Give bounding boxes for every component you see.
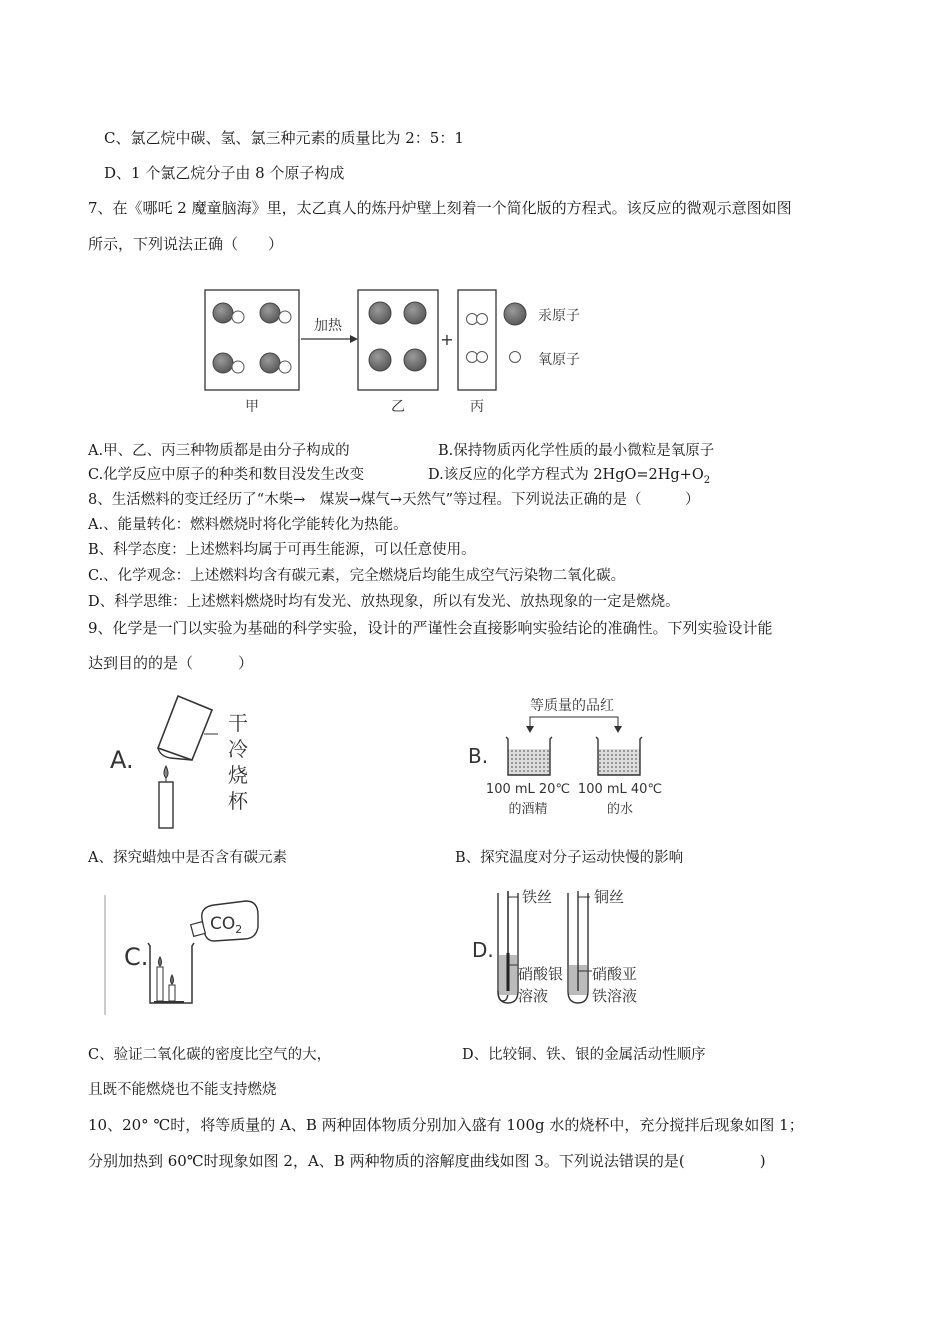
q7-option-a: A.甲、乙、丙三种物质都是由分子构成的 <box>88 443 350 459</box>
q8-option-a: A.、能量转化：燃料燃烧时将化学能转化为热能。 <box>88 517 408 533</box>
figure-b-top-label: 等质量的品红 <box>530 698 614 714</box>
q9-caption-c: C、验证二氧化碳的密度比空气的大， <box>88 1047 332 1063</box>
legend-hg-label: 汞原子 <box>538 308 580 324</box>
hg-atom <box>404 349 426 371</box>
q8-option-c: C.、化学观念：上述燃料均含有碳元素，完全燃烧后均能生成空气污染物二氧化碳。 <box>88 568 626 584</box>
figure-d-wire-right: 铜丝 <box>594 888 625 906</box>
q7-stem-line-1: 7、在《哪吒 2 魔童脑海》里，太乙真人的炼丹炉壁上刻着一个简化版的方程式。该反应的微观示意图如图 <box>88 199 792 217</box>
test-tube-right-icon <box>568 891 592 1003</box>
q8-option-d: D、科学思维：上述燃料燃烧时均有发光、放热现象，所以有发光、放热现象的一定是燃烧。 <box>88 594 680 610</box>
q7-option-d: D.该反应的化学方程式为 $2HgO=2Hg+O_2$ <box>428 467 711 486</box>
beaker-candles-icon <box>148 943 194 1003</box>
o2-molecule <box>467 314 488 325</box>
figure-a-label-1: 干 <box>228 711 248 735</box>
q9-caption-c-continued: 且既不能燃烧也不能支持燃烧 <box>88 1082 277 1098</box>
test-tube-left-icon <box>498 891 518 1003</box>
figure-d-sol-left-1: 硝酸银 <box>518 965 564 983</box>
caption-bing: 丙 <box>470 399 484 415</box>
figure-b-letter: B. <box>468 744 489 768</box>
beaker-left-icon <box>506 737 552 775</box>
box-bing <box>458 290 496 390</box>
q8-option-b: B、科学态度：上述燃料均属于可再生能源，可以任意使用。 <box>88 542 476 558</box>
q10-stem-line-1: 10、20° ℃时，将等质量的 A、B 两种固体物质分别加入盛有 100g 水的烧杯中，充分搅拌后现象如图 1； <box>88 1116 804 1134</box>
q9-figure-d <box>470 883 670 1023</box>
q7-option-c: C.化学反应中原子的种类和数目没发生改变 <box>88 467 365 483</box>
figure-d-wire-left: 铁丝 <box>522 888 553 906</box>
legend-o-icon <box>510 352 521 363</box>
hgo-molecule <box>260 303 291 323</box>
figure-b-left-label-2: 的酒精 <box>508 802 548 817</box>
o2-molecule <box>467 352 488 363</box>
q9-stem-line-1: 9、化学是一门以实验为基础的科学实验，设计的严谨性会直接影响实验结论的准确性。下列实验设计能 <box>88 619 773 637</box>
legend-o-label: 氧原子 <box>538 352 580 368</box>
hg-atom <box>369 349 391 371</box>
hgo-molecule <box>260 353 291 373</box>
inverted-beaker-icon <box>158 696 218 760</box>
figure-d-letter: D. <box>472 938 494 962</box>
q9-caption-b: B、探究温度对分子运动快慢的影响 <box>455 850 684 866</box>
hg-atom <box>369 302 391 324</box>
hgo-molecule <box>213 303 244 323</box>
caption-yi: 乙 <box>391 399 405 415</box>
q9-figure-b <box>462 693 682 823</box>
q6-option-d: D、1 个氯乙烷分子由 8 个原子构成 <box>104 164 345 182</box>
legend-hg-icon <box>504 303 526 325</box>
figure-b-right-label-1: 100 mL 40℃ <box>577 782 663 797</box>
figure-d-sol-right-2: 铁溶液 <box>592 987 638 1005</box>
figure-c-letter: C. <box>124 943 149 971</box>
figure-b-left-label-1: 100 mL 20℃ <box>485 782 571 797</box>
q9-stem-line-2: 达到目的的是（ ） <box>88 654 254 672</box>
candle-icon <box>159 766 173 828</box>
co2-bottle-icon <box>191 901 258 941</box>
q9-figure-c <box>100 893 270 1018</box>
q9-caption-d: D、比较铜、铁、银的金属活动性顺序 <box>462 1047 706 1063</box>
figure-b-right-label-2: 的水 <box>606 802 634 817</box>
arrow-label: 加热 <box>314 318 342 334</box>
hgo-molecule <box>213 353 244 373</box>
q9-caption-a: A、探究蜡烛中是否含有碳元素 <box>88 850 287 866</box>
q7-stem-line-2: 所示，下列说法正确（ ） <box>88 235 284 253</box>
figure-d-sol-right-1: 硝酸亚 <box>592 965 638 983</box>
box-yi <box>358 290 438 390</box>
q7-option-b: B.保持物质丙化学性质的最小微粒是氧原子 <box>438 443 715 459</box>
figure-a-label-4: 杯 <box>228 789 248 813</box>
q10-stem-line-2: 分别加热到 60℃时现象如图 2，A、B 两种物质的溶解度曲线如图 3。下列说法错误的是( ) <box>88 1152 766 1170</box>
beaker-right-icon <box>596 737 642 775</box>
figure-a-letter: A. <box>110 746 134 774</box>
figure-d-sol-left-2: 溶液 <box>518 987 549 1005</box>
caption-jia: 甲 <box>245 399 259 415</box>
q7-micro-diagram <box>200 285 600 420</box>
q9-figure-a <box>100 688 270 833</box>
plus-sign: + <box>440 330 454 349</box>
figure-a-label-2: 冷 <box>228 737 248 761</box>
q6-option-c: C、氯乙烷中碳、氢、氯三种元素的质量比为 2：5：1 <box>104 129 464 147</box>
q8-stem: 8、生活燃料的变迁经历了“木柴→ 煤炭→煤气→天然气”等过程。下列说法正确的是（ ） <box>88 492 700 508</box>
figure-a-label-3: 烧 <box>228 763 248 787</box>
co2-label: $CO_2$ <box>210 914 243 936</box>
hg-atom <box>404 302 426 324</box>
